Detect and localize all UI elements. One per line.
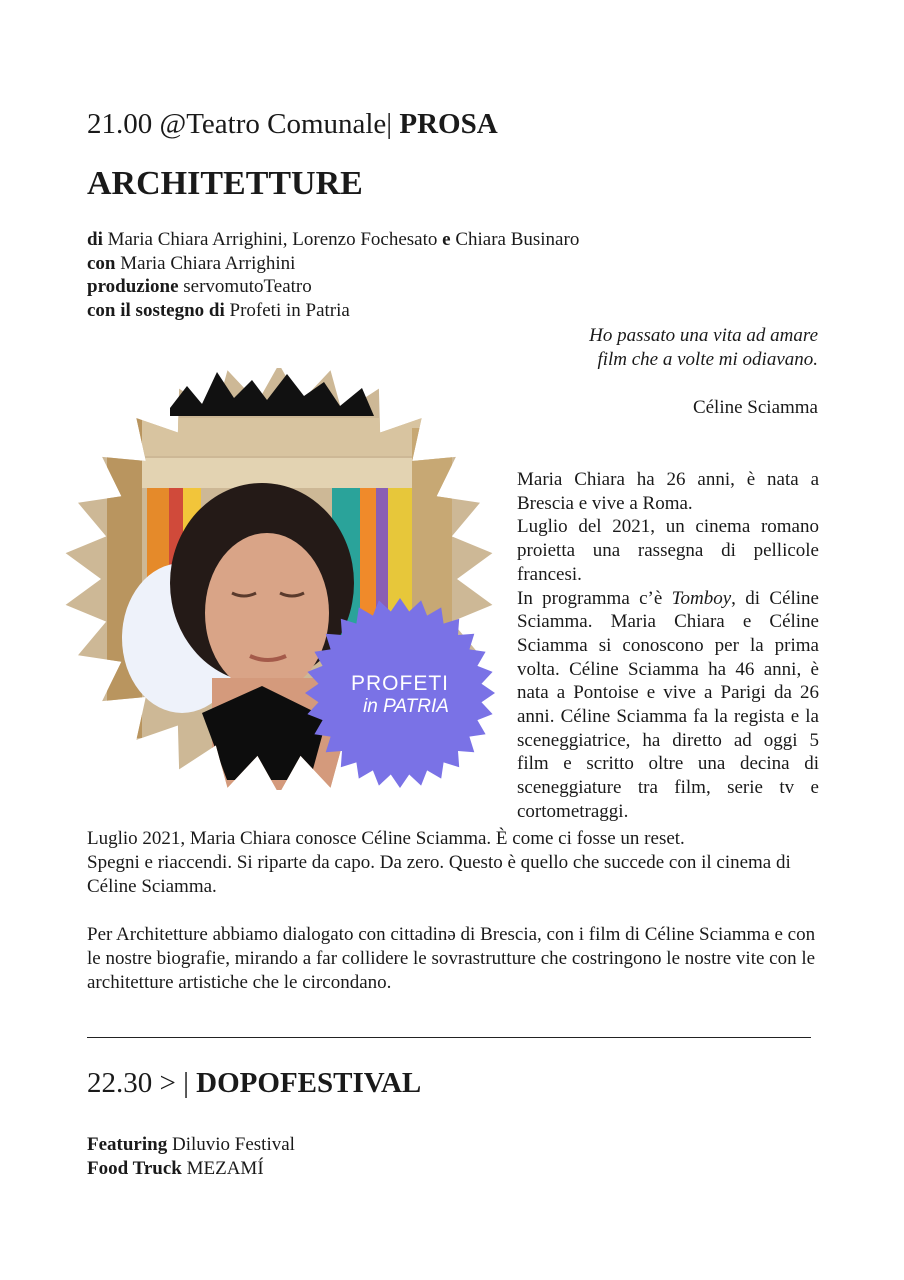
- credit-value: Profeti in Patria: [229, 299, 350, 321]
- credit-line-featuring: [87, 1133, 295, 1157]
- credit-value: Diluvio Festival: [171, 1134, 295, 1155]
- credit-line-support: [87, 299, 579, 323]
- credit-label: di: [87, 229, 103, 250]
- event-category: PROSA: [399, 108, 498, 140]
- description-line: Spegni e riaccendi. Si riparte da capo. Da zero. Questo è quello che succede con il cinema di Céline Sciamma.: [87, 851, 791, 897]
- credit-label: Featuring: [87, 1134, 168, 1155]
- event2-time: 22.30 > |: [87, 1067, 189, 1099]
- credit-label: con: [87, 252, 116, 274]
- credit-value: Maria Chiara Arrighini, Lorenzo Fochesato: [107, 229, 438, 250]
- bio-text-run: , di Céline Sciamma. Maria Chiara e Céline Sciamma si conoscono per la prima volta. Céline Sciamma ha 46 anni, è nata a Pontoise e vive a Parigi da 26 anni. Céline Sciamma fa la regista e la sceneggiatrice, ha diretto ad oggi 5 film e scritto oltre una decina di sceneggiature tra film, serie tv e cortometraggi.: [517, 587, 819, 822]
- bio-paragraph: Luglio del 2021, un cinema romano proietta una rassegna di pellicole francesi.: [517, 516, 819, 585]
- credit-value: Maria Chiara Arrighini: [120, 252, 296, 274]
- event2-title: DOPOFESTIVAL: [196, 1067, 422, 1099]
- credit-line-authors: [87, 228, 579, 252]
- event-artwork: [62, 368, 496, 790]
- credit-value: Chiara Businaro: [455, 229, 580, 250]
- credit-line-production: [87, 275, 579, 299]
- event2-header: [87, 1063, 421, 1103]
- credit-value: servomutoTeatro: [183, 276, 312, 297]
- description-paragraph-1: [87, 827, 827, 898]
- credit-label: con il sostegno di: [87, 299, 225, 321]
- description-paragraph-2: Per Architetture abbiamo dialogato con cittadinə di Brescia, con i film di Céline Sciamma e con le nostre biografie, mirando a far collidere le sovrastrutture che costringono le nostre vite con le architetture artistiche che le circondano.: [87, 924, 816, 993]
- credit-label: Food Truck: [87, 1158, 182, 1179]
- quote-line: film che a volte mi odiavano.: [597, 349, 818, 370]
- quote-line: Ho passato una vita ad amare: [589, 325, 818, 346]
- event-header: [87, 104, 498, 144]
- credit-value: MEZAMÍ: [186, 1158, 264, 1179]
- event-title: ARCHITETTURE: [87, 165, 363, 202]
- film-title: Tomboy: [671, 587, 732, 609]
- credit-line-cast: [87, 252, 579, 276]
- bio-text-run: In programma c’è: [517, 587, 672, 609]
- badge-text-line2: in PATRIA: [363, 696, 449, 717]
- bio-paragraph: Maria Chiara ha 26 anni, è nata a Brescia e vive a Roma.: [517, 469, 819, 514]
- quote: [518, 324, 818, 372]
- section-divider: [87, 1037, 811, 1038]
- bio-paragraph: [517, 587, 819, 824]
- bio-text: [517, 468, 819, 824]
- event-time-venue: 21.00 @Teatro Comunale|: [87, 108, 393, 140]
- event2-credits: [87, 1133, 295, 1181]
- badge-text-line1: PROFETI: [350, 672, 450, 695]
- credit-label: produzione: [87, 276, 179, 297]
- credit-line-foodtruck: [87, 1157, 295, 1181]
- description-line: Luglio 2021, Maria Chiara conosce Céline Sciamma. È come ci fosse un reset.: [87, 828, 685, 849]
- quote-author: Céline Sciamma: [692, 397, 818, 418]
- credits-block: [87, 228, 579, 322]
- credit-conj: e: [442, 229, 451, 250]
